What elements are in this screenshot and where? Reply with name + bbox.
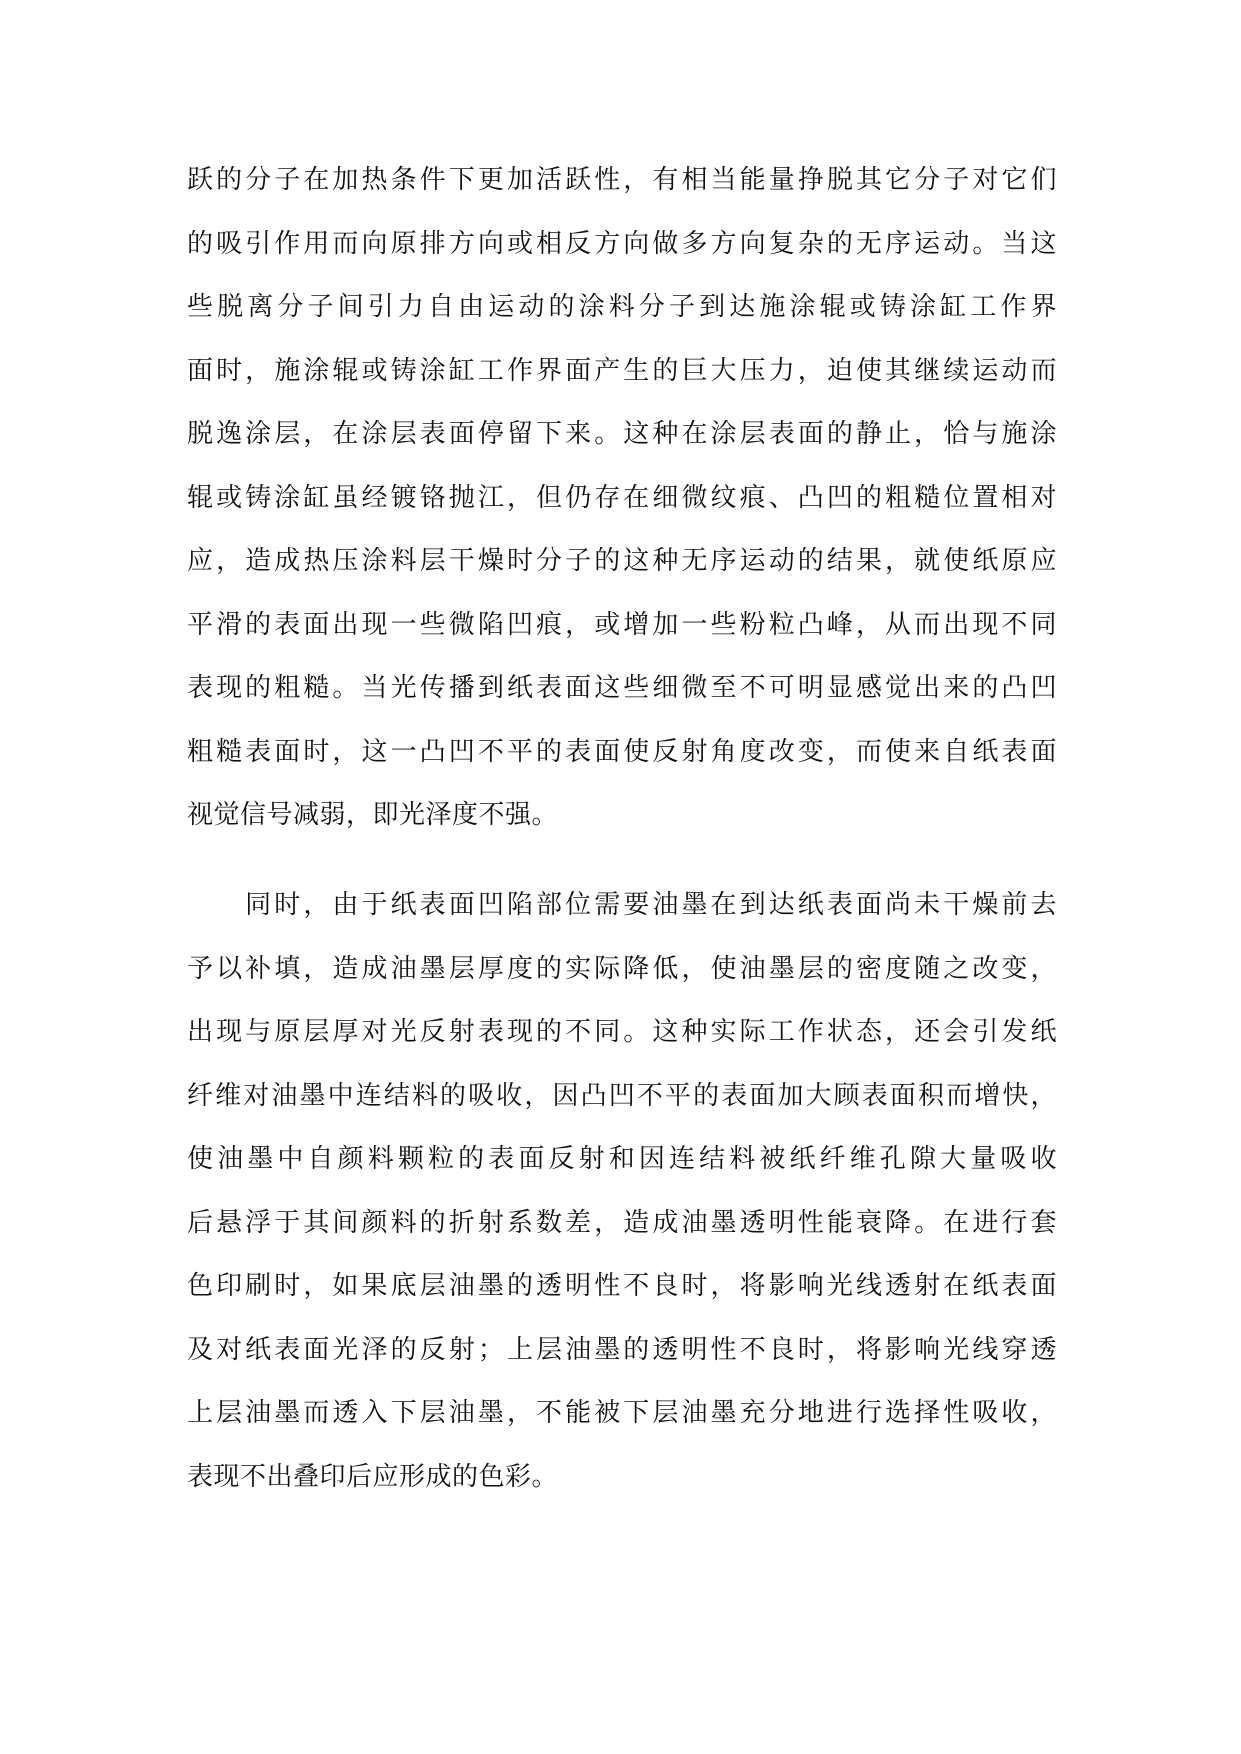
text-line: 面时，施涂辊或铸涂缸工作界面产生的巨大压力，迫使其继续运动而 [187, 355, 1057, 386]
text-line: 辊或铸涂缸虽经镀铬抛江，但仍存在细微纹痕、凸凹的粗糙位置相对 [187, 482, 1057, 513]
text-line: 予以补填，造成油墨层厚度的实际降低，使油墨层的密度随之改变， [187, 953, 1057, 984]
text-line: 使油墨中自颜料颗粒的表面反射和因连结料被纸纤维孔隙大量吸收 [187, 1144, 1057, 1174]
text-line: 纤维对油墨中连结料的吸收，因凸凹不平的表面加大顾表面积而增快， [187, 1080, 1057, 1111]
text-line: 表现的粗糙。当光传播到纸表面这些细微至不可明显感觉出来的凸凹 [187, 673, 1057, 703]
paragraph-1 [187, 149, 1057, 848]
text-line: 及对纸表面光泽的反射；上层油墨的透明性不良时，将影响光线穿透 [187, 1334, 1057, 1365]
paragraph-2 [187, 874, 1057, 1509]
text-line: 色印刷时，如果底层油墨的透明性不良时，将影响光线透射在纸表面 [187, 1271, 1057, 1301]
text-line: 上层油墨而透入下层油墨，不能被下层油墨充分地进行选择性吸收， [187, 1398, 1057, 1428]
text-line: 后悬浮于其间颜料的折射系数差，造成油墨透明性能衰降。在进行套 [187, 1207, 1057, 1238]
text-line: 跃的分子在加热条件下更加活跃性，有相当能量挣脱其它分子对它们 [187, 165, 1057, 195]
text-line: 些脱离分子间引力自由运动的涂料分子到达施涂辊或铸涂缸工作界 [187, 292, 1057, 322]
text-line: 视觉信号减弱，即光泽度不强。 [187, 800, 559, 830]
text-line: 脱逸涂层，在涂层表面停留下来。这种在涂层表面的静止，恰与施涂 [187, 419, 1057, 449]
text-line: 表现不出叠印后应形成的色彩。 [187, 1461, 559, 1492]
text-line: 同时，由于纸表面凹陷部位需要油墨在到达纸表面尚未干燥前去 [187, 890, 1057, 920]
text-line: 应，造成热压涂料层干燥时分子的这种无序运动的结果，就使纸原应 [187, 546, 1057, 576]
text-line: 出现与原层厚对光反射表现的不同。这种实际工作状态，还会引发纸 [187, 1017, 1057, 1047]
text-line: 粗糙表面时，这一凸凹不平的表面使反射角度改变，而使来自纸表面 [187, 736, 1057, 767]
text-line: 的吸引作用而向原排方向或相反方向做多方向复杂的无序运动。当这 [187, 228, 1057, 259]
text-line: 平滑的表面出现一些微陷凹痕，或增加一些粉粒凸峰，从而出现不同 [187, 609, 1057, 640]
